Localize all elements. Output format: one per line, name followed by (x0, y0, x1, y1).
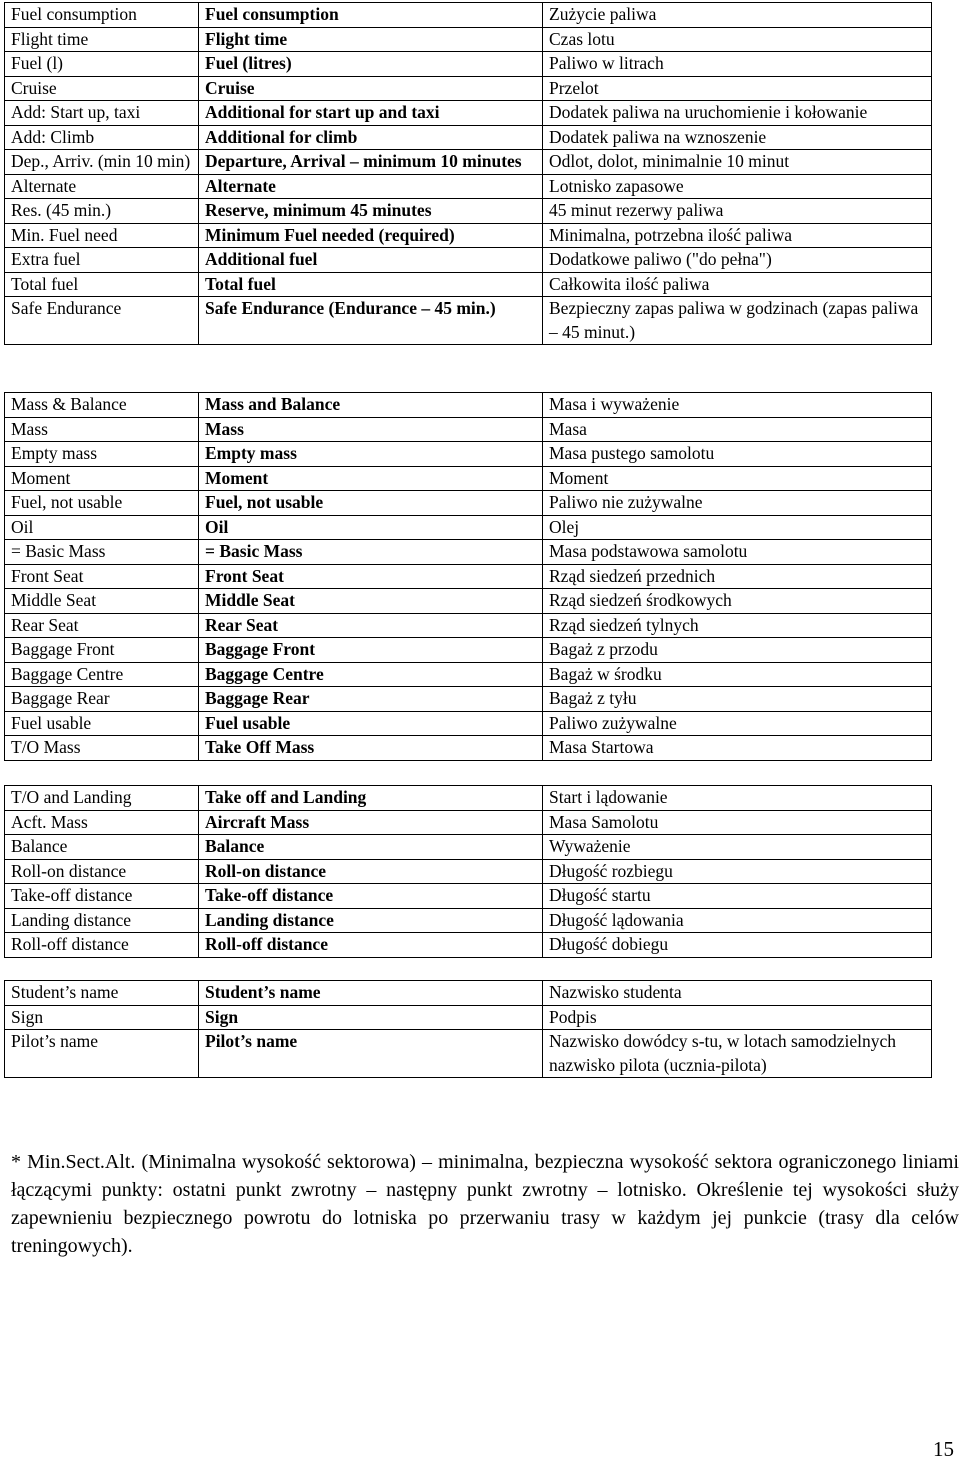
english-term-cell: Student’s name (199, 981, 543, 1006)
english-term-cell: Moment (199, 466, 543, 491)
abbreviation-cell: Safe Endurance (5, 297, 199, 345)
polish-term-cell: Długość dobiegu (543, 933, 932, 958)
abbreviation-cell: Empty mass (5, 442, 199, 467)
english-term-cell: Fuel usable (199, 711, 543, 736)
polish-term-cell: 45 minut rezerwy paliwa (543, 199, 932, 224)
abbreviation-cell: = Basic Mass (5, 540, 199, 565)
english-term-cell: Aircraft Mass (199, 810, 543, 835)
table-row (5, 638, 932, 663)
polish-term-cell: Dodatek paliwa na wznoszenie (543, 125, 932, 150)
english-term-cell: Additional fuel (199, 248, 543, 273)
table-row (5, 76, 932, 101)
abbreviation-cell: Min. Fuel need (5, 223, 199, 248)
polish-term-cell: Bezpieczny zapas paliwa w godzinach (zapas paliwa – 45 minut.) (543, 297, 932, 345)
table-row (5, 589, 932, 614)
table-row (5, 223, 932, 248)
english-term-cell: Total fuel (199, 272, 543, 297)
polish-term-cell: Masa podstawowa samolotu (543, 540, 932, 565)
abbreviation-cell: Fuel, not usable (5, 491, 199, 516)
polish-term-cell: Moment (543, 466, 932, 491)
english-term-cell: Baggage Centre (199, 662, 543, 687)
english-term-cell: Take off and Landing (199, 786, 543, 811)
table-row (5, 1030, 932, 1078)
abbreviation-cell: Oil (5, 515, 199, 540)
abbreviation-cell: Baggage Rear (5, 687, 199, 712)
table-row (5, 248, 932, 273)
abbreviation-cell: Fuel consumption (5, 3, 199, 28)
english-term-cell: Take-off distance (199, 884, 543, 909)
polish-term-cell: Paliwo zużywalne (543, 711, 932, 736)
english-term-cell: Additional for start up and taxi (199, 101, 543, 126)
polish-term-cell: Przelot (543, 76, 932, 101)
polish-term-cell: Lotnisko zapasowe (543, 174, 932, 199)
mass-balance-glossary-table (4, 392, 932, 761)
english-term-cell: Rear Seat (199, 613, 543, 638)
abbreviation-cell: T/O and Landing (5, 786, 199, 811)
abbreviation-cell: Take-off distance (5, 884, 199, 909)
polish-term-cell: Podpis (543, 1005, 932, 1030)
english-term-cell: Sign (199, 1005, 543, 1030)
english-term-cell: Flight time (199, 27, 543, 52)
table-row (5, 662, 932, 687)
table-row (5, 272, 932, 297)
polish-term-cell: Olej (543, 515, 932, 540)
table-row (5, 150, 932, 175)
english-term-cell: Fuel consumption (199, 3, 543, 28)
polish-term-cell: Rząd siedzeń środkowych (543, 589, 932, 614)
abbreviation-cell: Dep., Arriv. (min 10 min) (5, 150, 199, 175)
table-row (5, 711, 932, 736)
table-row (5, 564, 932, 589)
takeoff-landing-glossary-table (4, 785, 932, 958)
table-row (5, 933, 932, 958)
abbreviation-cell: Fuel (l) (5, 52, 199, 77)
table-row (5, 786, 932, 811)
polish-term-cell: Czas lotu (543, 27, 932, 52)
abbreviation-cell: Acft. Mass (5, 810, 199, 835)
polish-term-cell: Dodatkowe paliwo ("do pełna") (543, 248, 932, 273)
english-term-cell: Empty mass (199, 442, 543, 467)
table-row (5, 442, 932, 467)
english-term-cell: Roll-off distance (199, 933, 543, 958)
table-row (5, 835, 932, 860)
abbreviation-cell: Alternate (5, 174, 199, 199)
polish-term-cell: Start i lądowanie (543, 786, 932, 811)
polish-term-cell: Masa Startowa (543, 736, 932, 761)
abbreviation-cell: Student’s name (5, 981, 199, 1006)
abbreviation-cell: Roll-off distance (5, 933, 199, 958)
polish-term-cell: Paliwo w litrach (543, 52, 932, 77)
polish-term-cell: Zużycie paliwa (543, 3, 932, 28)
polish-term-cell: Długość lądowania (543, 908, 932, 933)
english-term-cell: Baggage Front (199, 638, 543, 663)
polish-term-cell: Rząd siedzeń tylnych (543, 613, 932, 638)
polish-term-cell: Minimalna, potrzebna ilość paliwa (543, 223, 932, 248)
abbreviation-cell: Front Seat (5, 564, 199, 589)
polish-term-cell: Nazwisko dowódcy s-tu, w lotach samodzielnych nazwisko pilota (ucznia-pilota) (543, 1030, 932, 1078)
table-row (5, 125, 932, 150)
abbreviation-cell: Baggage Centre (5, 662, 199, 687)
abbreviation-cell: Mass & Balance (5, 393, 199, 418)
english-term-cell: Minimum Fuel needed (required) (199, 223, 543, 248)
polish-term-cell: Wyważenie (543, 835, 932, 860)
table-row (5, 884, 932, 909)
table-row (5, 417, 932, 442)
abbreviation-cell: Flight time (5, 27, 199, 52)
table-row (5, 810, 932, 835)
polish-term-cell: Masa pustego samolotu (543, 442, 932, 467)
polish-term-cell: Rząd siedzeń przednich (543, 564, 932, 589)
polish-term-cell: Paliwo nie zużywalne (543, 491, 932, 516)
table-row (5, 515, 932, 540)
abbreviation-cell: Cruise (5, 76, 199, 101)
polish-term-cell: Masa i wyważenie (543, 393, 932, 418)
abbreviation-cell: Sign (5, 1005, 199, 1030)
english-term-cell: Additional for climb (199, 125, 543, 150)
polish-term-cell: Bagaż z tyłu (543, 687, 932, 712)
abbreviation-cell: Mass (5, 417, 199, 442)
english-term-cell: Front Seat (199, 564, 543, 589)
table-row (5, 101, 932, 126)
english-term-cell: Take Off Mass (199, 736, 543, 761)
english-term-cell: Reserve, minimum 45 minutes (199, 199, 543, 224)
abbreviation-cell: Moment (5, 466, 199, 491)
english-term-cell: Baggage Rear (199, 687, 543, 712)
polish-term-cell: Bagaż z przodu (543, 638, 932, 663)
abbreviation-cell: Total fuel (5, 272, 199, 297)
abbreviation-cell: Fuel usable (5, 711, 199, 736)
english-term-cell: Mass (199, 417, 543, 442)
english-term-cell: Oil (199, 515, 543, 540)
table-row (5, 859, 932, 884)
english-term-cell: Mass and Balance (199, 393, 543, 418)
polish-term-cell: Odlot, dolot, minimalnie 10 minut (543, 150, 932, 175)
abbreviation-cell: Roll-on distance (5, 859, 199, 884)
polish-term-cell: Bagaż w środku (543, 662, 932, 687)
table-row (5, 297, 932, 345)
abbreviation-cell: Middle Seat (5, 589, 199, 614)
table-row (5, 908, 932, 933)
polish-term-cell: Całkowita ilość paliwa (543, 272, 932, 297)
english-term-cell: Safe Endurance (Endurance – 45 min.) (199, 297, 543, 345)
table-row (5, 491, 932, 516)
table-row (5, 687, 932, 712)
abbreviation-cell: Rear Seat (5, 613, 199, 638)
polish-term-cell: Masa (543, 417, 932, 442)
english-term-cell: Fuel, not usable (199, 491, 543, 516)
table-row (5, 613, 932, 638)
table-row (5, 3, 932, 28)
english-term-cell: Cruise (199, 76, 543, 101)
abbreviation-cell: Res. (45 min.) (5, 199, 199, 224)
abbreviation-cell: T/O Mass (5, 736, 199, 761)
table-row (5, 52, 932, 77)
abbreviation-cell: Extra fuel (5, 248, 199, 273)
table-row (5, 1005, 932, 1030)
table-row (5, 199, 932, 224)
polish-term-cell: Długość startu (543, 884, 932, 909)
english-term-cell: Fuel (litres) (199, 52, 543, 77)
fuel-glossary-table (4, 2, 932, 345)
english-term-cell: Balance (199, 835, 543, 860)
signature-glossary-table (4, 980, 932, 1078)
abbreviation-cell: Pilot’s name (5, 1030, 199, 1078)
english-term-cell: Departure, Arrival – minimum 10 minutes (199, 150, 543, 175)
abbreviation-cell: Balance (5, 835, 199, 860)
english-term-cell: Middle Seat (199, 589, 543, 614)
table-row (5, 174, 932, 199)
polish-term-cell: Dodatek paliwa na uruchomienie i kołowanie (543, 101, 932, 126)
english-term-cell: Pilot’s name (199, 1030, 543, 1078)
footnote: * Min.Sect.Alt. (Minimalna wysokość sektorowa) – minimalna, bezpieczna wysokość sektora ograniczonego liniami łączącymi punkty: ostatni punkt zwrotny – następny punkt zwrotny – lotnisko. Określenie tej wysokości służy zapewnieniu bezpiecznego powrotu do lotniska po przerwaniu trasy w każdym jej punkcie (trasy dla celów treningowych). (11, 1151, 959, 1257)
table-row (5, 981, 932, 1006)
polish-term-cell: Długość rozbiegu (543, 859, 932, 884)
english-term-cell: Landing distance (199, 908, 543, 933)
table-row (5, 27, 932, 52)
abbreviation-cell: Add: Climb (5, 125, 199, 150)
abbreviation-cell: Add: Start up, taxi (5, 101, 199, 126)
polish-term-cell: Nazwisko studenta (543, 981, 932, 1006)
table-row (5, 393, 932, 418)
table-row (5, 466, 932, 491)
page-number: 15 (933, 1437, 954, 1461)
english-term-cell: Alternate (199, 174, 543, 199)
abbreviation-cell: Baggage Front (5, 638, 199, 663)
table-row (5, 540, 932, 565)
english-term-cell: = Basic Mass (199, 540, 543, 565)
polish-term-cell: Masa Samolotu (543, 810, 932, 835)
english-term-cell: Roll-on distance (199, 859, 543, 884)
table-row (5, 736, 932, 761)
abbreviation-cell: Landing distance (5, 908, 199, 933)
